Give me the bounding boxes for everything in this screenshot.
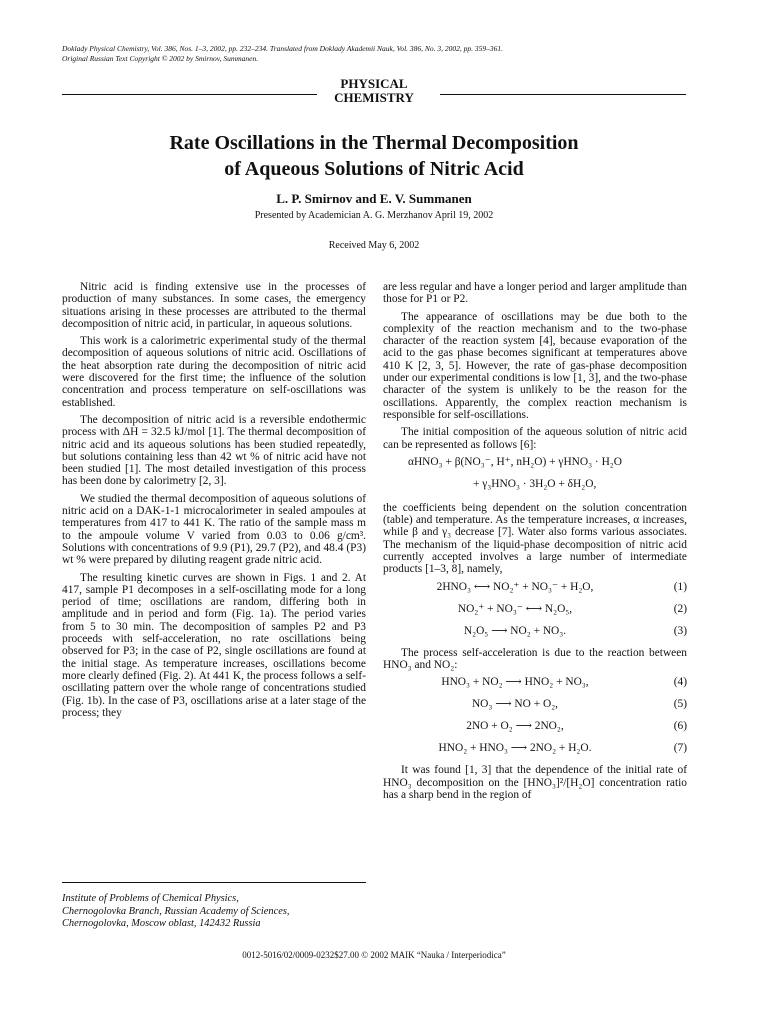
equation (383, 742, 687, 764)
section-label-2: CHEMISTRY (334, 90, 414, 105)
equation (383, 720, 687, 742)
presented-by: Presented by Academician A. G. Merzhanov April 19, 2002 (254, 210, 494, 221)
equation-number: (4) (673, 676, 687, 689)
equation-number: (6) (673, 720, 687, 733)
equation (383, 603, 687, 625)
equation-expression: N₂O₅ ⟶ NO₂ + NO₃. (463, 624, 567, 637)
article-title (62, 130, 686, 182)
paragraph: This work is a calorimetric experimental study of the thermal decomposition of aqueous solutions of nitric acid. Oscillations of the heat absorption rate during the decomposition of nitric acid were discovered for the first time; the influence of the solution concentration and process temperature on self-oscillations was established. (62, 335, 366, 409)
affiliation (62, 882, 366, 931)
paragraph: The process self-acceleration is due to the reaction between HNO₃ and NO₂: (383, 646, 687, 671)
title-line-1: Rate Oscillations in the Thermal Decomposition (169, 132, 579, 154)
equation-expression: NO₃ ⟶ NO + O₂, (471, 698, 559, 711)
equation-number: (1) (673, 580, 687, 593)
paragraph: We studied the thermal decomposition of aqueous solutions of nitric acid on a DAK-1-1 microcalorimeter in sealed ampoules at temperatures from 417 to 441 K. The ratio of the sample mass m to the ampoule volume V varied from 0.03 to 0.06 g/cm³. Solutions with concentrations of 9.9 (P1), 29.7 (P2), and 48.4 (P3) wt % were prepared by diluting reagent grade nitric acid. (62, 492, 366, 567)
equation (383, 625, 687, 647)
received-date: Received May 6, 2002 (328, 240, 420, 251)
citation-line-2: Original Russian Text Copyright © 2002 by Smirnov, Summanen. (62, 53, 259, 63)
equation (383, 581, 687, 603)
journal-citation (62, 44, 702, 63)
paragraph: It was found [1, 3] that the dependence of the initial rate of HNO₃ decomposition on the [HNO₃]²/[H₂O] concentration ratio has a sharp bend in the region of (383, 764, 687, 801)
right-column (383, 281, 687, 806)
paragraph: are less regular and have a longer period and larger amplitude than those for P1 or P2. (383, 281, 687, 306)
composition-equation (383, 456, 687, 478)
equation-expression: HNO₃ + NO₂ ⟶ HNO₂ + NO₃, (441, 676, 589, 689)
title-line-2: of Aqueous Solutions of Nitric Acid (224, 158, 524, 180)
citation-line-1: Doklady Physical Chemistry, Vol. 386, Nos. 1–3, 2002, pp. 232–234. Translated from Doklady Akademii Nauk, Vol. 386, No. 3, 2002, pp. 359–361. (62, 44, 504, 53)
equation-expression: 2HNO₃ ⟷ NO₂⁺ + NO₃⁻ + H₂O, (436, 580, 594, 593)
paragraph: The resulting kinetic curves are shown in Figs. 1 and 2. At 417, sample P1 decomposes in a self-oscillating mode for a long period of time; oscillations are random, differing both in amplitude and in period and form (Fig. 1a). The period varies from 5 to 30 min. The decomposition of samples P2 and P3 proceeds with self-acceleration, no rate oscillations being observed for P3; in the case of P2, single oscillations are found at the initial stage. As temperature increases, oscillations become more clearly defined (Fig. 2). At 441 K, the process follows a self-oscillating pattern over the whole range of concentrations studied (Fig. 1b). In the case of P3, oscillations arise at a later stage of the process; they (62, 571, 366, 719)
equation-number: (3) (673, 624, 687, 637)
equation-expression: 2NO + O₂ ⟶ 2NO₂, (466, 720, 564, 733)
section-label-1: PHYSICAL (340, 76, 408, 91)
authors: L. P. Smirnov and E. V. Summanen (276, 191, 472, 206)
equation-number: (5) (673, 698, 687, 711)
equation-number: (2) (673, 602, 687, 615)
paragraph: Nitric acid is finding extensive use in the processes of production of many substances. In some cases, the emergency situations arising in these processes are attributed to the thermal decomposition of nitric acid, in particular, in aqueous solutions. (62, 281, 366, 330)
affiliation-line-3: Chernogolovka, Moscow oblast, 142432 Russia (62, 918, 261, 929)
affiliation-line-2: Chernogolovka Branch, Russian Academy of Sciences, (62, 905, 290, 917)
composition-line-1: αHNO₃ + β(NO₃⁻, H⁺, nH₂O) + γHNO₃ · H₂O (407, 455, 622, 468)
copyright-footer: 0012-5016/02/0009-0232$27.00 © 2002 MAIK “Nauka / Interperiodica” (242, 950, 506, 960)
affiliation-line-1: Institute of Problems of Chemical Physics, (62, 893, 239, 904)
paragraph: The decomposition of nitric acid is a reversible endothermic process with ΔH = 32.5 kJ/mol [1]. The thermal decomposition of nitric acid and its aqueous solutions has been studied repeatedly, but solutions containing less than 42 wt % of nitric acid have not been studied [1]. The most detailed investigation of this process has been done by calorimetry [2, 3]. (62, 413, 366, 488)
equation-number: (7) (673, 742, 687, 755)
equation (383, 698, 687, 720)
paragraph: The appearance of oscillations may be due both to the complexity of the reaction mechanism and to the two-phase character of the reaction system [4], because evaporation of the acid to the gas phase becomes significant at temperatures above 410 K [2, 3, 5]. However, the rate of gas-phase decomposition under our experimental conditions is low [1, 3], and the two-phase character of the system is unlikely to be the reason for the oscillations. Apparently, the complex reaction mechanism is responsible for self-oscillations. (383, 310, 687, 421)
left-column (62, 281, 366, 724)
equation-expression: HNO₂ + HNO₃ ⟶ 2NO₂ + H₂O. (438, 742, 592, 755)
composition-equation-continued (383, 478, 687, 502)
equation-expression: NO₂⁺ + NO₃⁻ ⟷ N₂O₅, (457, 602, 573, 615)
equation (383, 676, 687, 698)
paragraph: the coefficients being dependent on the solution concentration (table) and temperature. As the temperature increases, α increases, while β and γ₃ decrease [7]. Water also forms various associates. The mechanism of the liquid-phase decomposition of nitric acid currently accepted involves a large number of intermediate products [1–3, 8], namely, (383, 501, 687, 576)
composition-line-2: + γ₃HNO₃ · 3H₂O + δH₂O, (473, 477, 597, 490)
paragraph: The initial composition of the aqueous solution of nitric acid can be represented as follows [6]: (383, 426, 687, 451)
